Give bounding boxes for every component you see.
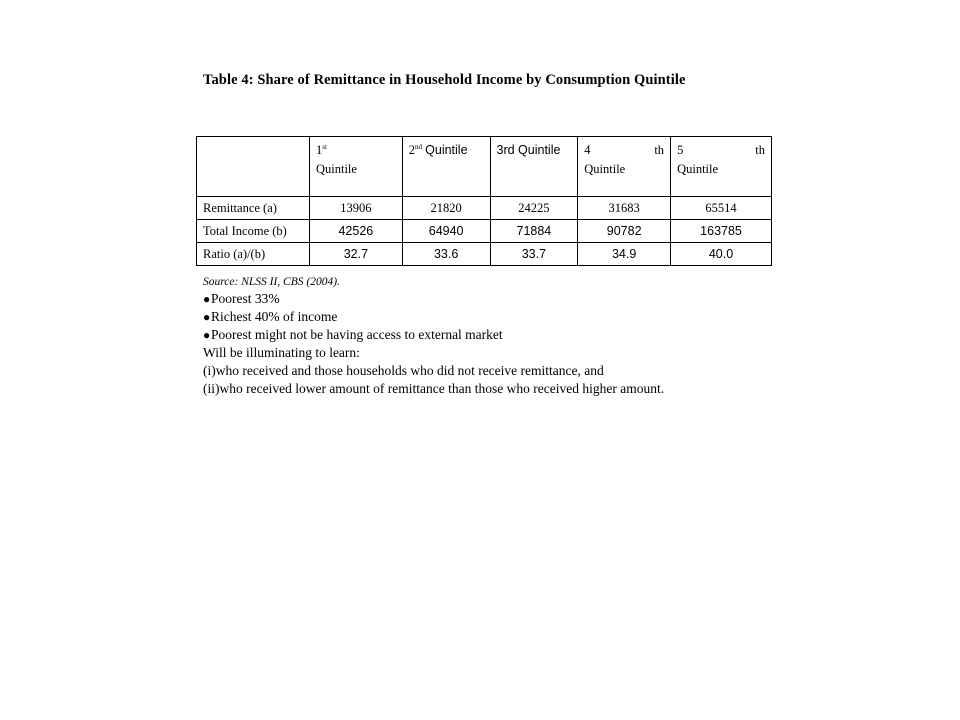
table-cell: 24225 [490,197,578,220]
bullet-text: Richest 40% of income [211,309,338,324]
header-q3: 3rd Quintile [490,137,578,197]
table-row [197,243,772,266]
bullet-text: Poorest 33% [211,291,280,306]
bullet-item [203,290,664,308]
header-q4-sup: th [654,143,665,157]
text-line: (ii)who received lower amount of remittance than those who received higher amount. [203,381,665,396]
header-q2-word: Quintile [425,143,468,157]
header-q2 [402,137,490,197]
table-cell: 42526 [309,220,402,243]
header-q1-num: 1 [315,143,323,157]
table-cell: 90782 [578,220,671,243]
table-cell: 13906 [309,197,402,220]
table-cell: 33.6 [402,243,490,266]
row-label: Remittance (a) [197,197,310,220]
bullet-dot-icon: ● [203,328,211,342]
table-header-row [197,137,772,197]
header-q2-sup: nd [415,143,423,151]
table-cell: 31683 [578,197,671,220]
table-cell: 71884 [490,220,578,243]
table-cell: 64940 [402,220,490,243]
header-q4 [578,137,671,197]
bullet-item [203,308,664,326]
quintile-table [196,136,772,266]
header-empty-cell [197,137,310,197]
header-q2-num: 2 [408,143,416,157]
bullet-dot-icon: ● [203,310,211,324]
bullet-text: Poorest might not be having access to external market [211,327,503,342]
table-cell: 163785 [671,220,772,243]
table-cell: 33.7 [490,243,578,266]
row-label: Total Income (b) [197,220,310,243]
table-row [197,220,772,243]
header-q4-num: 4 [584,143,591,157]
table-cell: 32.7 [309,243,402,266]
table-cell: 40.0 [671,243,772,266]
header-q5-word: Quintile [677,162,719,176]
header-q1 [309,137,402,197]
text-line: (i)who received and those households who did not receive remittance, and [203,363,604,378]
header-q1-sup: st [322,143,327,151]
table-cell: 21820 [402,197,490,220]
notes-block [203,274,664,398]
header-q5 [671,137,772,197]
header-q5-num: 5 [677,143,684,157]
table-cell: 65514 [671,197,772,220]
bullet-item [203,326,664,344]
table-cell: 34.9 [578,243,671,266]
bullet-dot-icon: ● [203,292,211,306]
row-label: Ratio (a)/(b) [197,243,310,266]
header-q5-sup: th [755,143,765,157]
source-note: Source: NLSS II, CBS (2004). [203,276,340,288]
table-row [197,197,772,220]
header-q1-word: Quintile [315,162,357,176]
table-title: Table 4: Share of Remittance in Household Income by Consumption Quintile [203,72,686,88]
text-line: Will be illuminating to learn: [203,345,360,360]
header-q4-word: Quintile [584,162,626,176]
